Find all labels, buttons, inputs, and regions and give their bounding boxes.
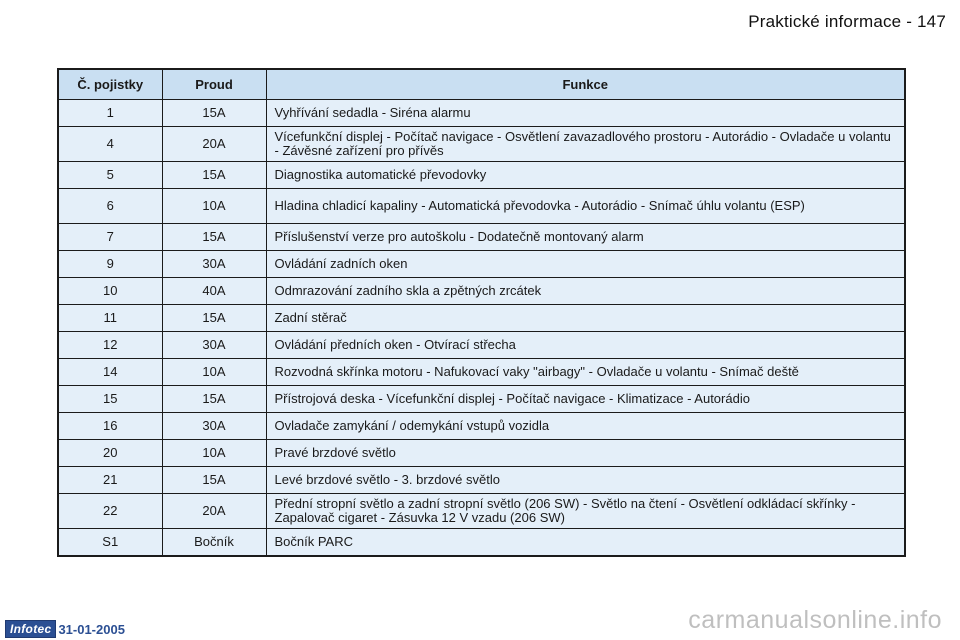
current-cell: 15A <box>162 224 266 251</box>
table-row <box>58 251 905 278</box>
current-cell: 15A <box>162 467 266 494</box>
table-row <box>58 440 905 467</box>
current-cell: 15A <box>162 305 266 332</box>
table-row <box>58 278 905 305</box>
function-cell: Ovladače zamykání / odemykání vstupů vozidla <box>266 413 905 440</box>
current-cell: Bočník <box>162 529 266 556</box>
table-row <box>58 413 905 440</box>
function-cell: Ovládání předních oken - Otvírací střecha <box>266 332 905 359</box>
fuse-number-cell: 11 <box>58 305 162 332</box>
function-cell: Vyhřívání sedadla - Siréna alarmu <box>266 100 905 127</box>
page-title: Praktické informace - 147 <box>748 12 946 31</box>
table-row <box>58 332 905 359</box>
column-header-current: Proud <box>162 69 266 100</box>
fuse-number-cell: 14 <box>58 359 162 386</box>
current-cell: 30A <box>162 332 266 359</box>
table-row <box>58 494 905 529</box>
table-row <box>58 127 905 162</box>
fuse-number-cell: 1 <box>58 100 162 127</box>
fuse-number-cell: 15 <box>58 386 162 413</box>
function-cell: Příslušenství verze pro autoškolu - Dodatečně montovaný alarm <box>266 224 905 251</box>
table-header-row <box>58 69 905 100</box>
function-cell: Hladina chladicí kapaliny - Automatická převodovka - Autorádio - Snímač úhlu volantu (ESP) <box>266 189 905 224</box>
fuse-table <box>57 68 906 557</box>
function-cell: Rozvodná skřínka motoru - Nafukovací vaky "airbagy" - Ovladače u volantu - Snímač deště <box>266 359 905 386</box>
table-row <box>58 162 905 189</box>
function-cell: Zadní stěrač <box>266 305 905 332</box>
function-cell: Přední stropní světlo a zadní stropní světlo (206 SW) - Světlo na čtení - Osvětlení odkládací skřínky - Zapalovač cigaret - Zásuvka 12 V vzadu (206 SW) <box>266 494 905 529</box>
function-cell: Přístrojová deska - Vícefunkční displej - Počítač navigace - Klimatizace - Autorádio <box>266 386 905 413</box>
table-row <box>58 386 905 413</box>
current-cell: 10A <box>162 359 266 386</box>
fuse-number-cell: 20 <box>58 440 162 467</box>
function-cell: Ovládání zadních oken <box>266 251 905 278</box>
current-cell: 30A <box>162 413 266 440</box>
table-row <box>58 189 905 224</box>
fuse-number-cell: 4 <box>58 127 162 162</box>
fuse-number-cell: 22 <box>58 494 162 529</box>
footer-date: 31-01-2005 <box>58 621 125 637</box>
table-row <box>58 224 905 251</box>
current-cell: 15A <box>162 162 266 189</box>
table-row <box>58 305 905 332</box>
current-cell: 10A <box>162 189 266 224</box>
fuse-number-cell: 12 <box>58 332 162 359</box>
current-cell: 20A <box>162 494 266 529</box>
function-cell: Vícefunkční displej - Počítač navigace - Osvětlení zavazadlového prostoru - Autorádio - Ovladače u volantu - Závěsné zařízení pro přívěs <box>266 127 905 162</box>
current-cell: 15A <box>162 386 266 413</box>
fuse-number-cell: 16 <box>58 413 162 440</box>
column-header-function: Funkce <box>266 69 905 100</box>
table-row <box>58 100 905 127</box>
function-cell: Diagnostika automatické převodovky <box>266 162 905 189</box>
current-cell: 30A <box>162 251 266 278</box>
function-cell: Bočník PARC <box>266 529 905 556</box>
function-cell: Levé brzdové světlo - 3. brzdové světlo <box>266 467 905 494</box>
fuse-number-cell: 7 <box>58 224 162 251</box>
function-cell: Pravé brzdové světlo <box>266 440 905 467</box>
footer-brand <box>5 620 125 638</box>
table-row <box>58 467 905 494</box>
infotec-logo: Infotec <box>5 620 56 638</box>
function-cell: Odmrazování zadního skla a zpětných zrcátek <box>266 278 905 305</box>
current-cell: 20A <box>162 127 266 162</box>
fuse-number-cell: 6 <box>58 189 162 224</box>
table-row <box>58 359 905 386</box>
column-header-fuse: Č. pojistky <box>58 69 162 100</box>
current-cell: 40A <box>162 278 266 305</box>
fuse-number-cell: S1 <box>58 529 162 556</box>
fuse-number-cell: 21 <box>58 467 162 494</box>
table-row <box>58 529 905 556</box>
current-cell: 10A <box>162 440 266 467</box>
fuse-number-cell: 5 <box>58 162 162 189</box>
fuse-number-cell: 9 <box>58 251 162 278</box>
current-cell: 15A <box>162 100 266 127</box>
fuse-number-cell: 10 <box>58 278 162 305</box>
watermark: carmanualsonline.info <box>688 606 942 634</box>
